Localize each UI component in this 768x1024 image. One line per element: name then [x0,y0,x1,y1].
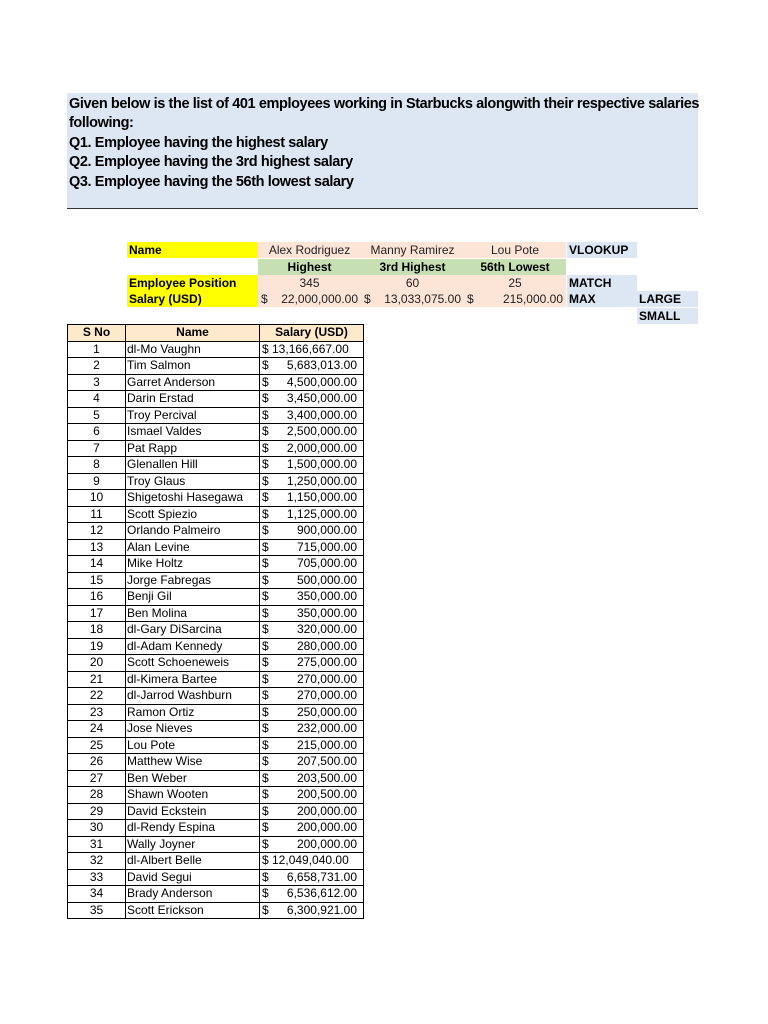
salary-amount: 200,000.00 [296,803,357,818]
row-salary [260,770,364,787]
row-name: Shigetoshi Hasegawa [126,490,260,507]
currency-symbol: $ [262,506,269,521]
summary-position-1: 345 [258,275,361,291]
row-sno: 2 [68,358,126,375]
row-salary [260,572,364,589]
currency-symbol: $ [262,605,269,620]
currency-symbol: $ [262,704,269,719]
salary-amount: 215,000.00 [502,292,563,306]
salary-amount: 203,500.00 [296,770,357,785]
row-name: Scott Erickson [126,902,260,919]
currency-symbol: $ [262,622,269,636]
row-salary: $ 13,166,667.00 [260,341,364,358]
currency-symbol: $ [467,292,474,306]
salary-amount: 320,000.00 [296,622,357,636]
salary-label: Salary (USD) [127,291,258,307]
summary-salary-2 [361,291,464,307]
row-salary [260,836,364,853]
table-row [68,820,364,837]
row-salary: $ 12,049,040.00 [260,853,364,870]
salary-amount: 3,400,000.00 [286,407,357,422]
table-row [68,754,364,771]
summary-rank-3: 56th Lowest [464,259,566,275]
row-salary [260,704,364,721]
row-name: dl-Mo Vaughn [126,341,260,358]
currency-symbol: $ [262,589,269,603]
table-row [68,539,364,556]
salary-amount: 1,125,000.00 [286,506,357,521]
salary-amount: 215,000.00 [296,737,357,752]
currency-symbol: $ [262,473,269,488]
summary-name-2: Manny Ramirez [361,242,464,258]
row-sno: 26 [68,754,126,771]
row-name: dl-Gary DiSarcina [126,622,260,639]
row-name: Ben Weber [126,770,260,787]
salary-amount: 250,000.00 [296,704,357,719]
function-match: MATCH [567,275,637,291]
table-row [68,374,364,391]
row-salary [260,556,364,573]
salary-amount: 3,450,000.00 [286,391,357,405]
salary-amount: 200,000.00 [296,836,357,851]
row-salary [260,589,364,606]
row-name: Shawn Wooten [126,787,260,804]
currency-symbol: $ [262,737,269,752]
table-row [68,589,364,606]
row-name: David Eckstein [126,803,260,820]
currency-symbol: $ [262,539,269,554]
currency-symbol: $ [262,655,269,669]
summary-rank-2: 3rd Highest [361,259,464,275]
salary-amount: 350,000.00 [296,589,357,603]
row-sno: 9 [68,473,126,490]
row-sno: 25 [68,737,126,754]
intro-box [67,93,698,209]
currency-symbol: $ [262,787,269,801]
currency-symbol: $ [262,886,269,900]
header-sno: S No [68,325,126,342]
row-name: Brady Anderson [126,886,260,903]
row-sno: 12 [68,523,126,540]
row-salary [260,754,364,771]
row-sno: 18 [68,622,126,639]
row-sno: 24 [68,721,126,738]
table-row [68,391,364,408]
row-sno: 11 [68,506,126,523]
currency-symbol: $ [262,836,269,851]
row-sno: 35 [68,902,126,919]
row-sno: 6 [68,424,126,441]
summary-rank-1: Highest [258,259,361,275]
table-row [68,440,364,457]
salary-amount: 350,000.00 [296,605,357,620]
row-salary [260,440,364,457]
salary-amount: 1,250,000.00 [286,473,357,488]
intro-line-1: Given below is the list of 401 employees working in Starbucks alongwith their respective salaries [69,96,700,112]
header-name: Name [126,325,260,342]
row-name: dl-Jarrod Washburn [126,688,260,705]
table-row [68,490,364,507]
row-name: Ismael Valdes [126,424,260,441]
row-name: dl-Rendy Espina [126,820,260,837]
row-sno: 15 [68,572,126,589]
row-name: Mike Holtz [126,556,260,573]
row-salary [260,358,364,375]
row-name: Scott Schoeneweis [126,655,260,672]
row-sno: 28 [68,787,126,804]
table-row [68,358,364,375]
salary-amount: 6,300,921.00 [286,902,357,917]
row-salary [260,671,364,688]
row-salary [260,803,364,820]
salary-amount: 500,000.00 [296,572,357,587]
table-row [68,655,364,672]
currency-symbol: $ [262,869,269,884]
row-salary [260,490,364,507]
salary-amount: 5,683,013.00 [286,358,357,372]
currency-symbol: $ [262,391,269,405]
table-row [68,886,364,903]
row-name: Jose Nieves [126,721,260,738]
row-salary [260,473,364,490]
summary-position-3: 25 [464,275,566,291]
row-salary [260,605,364,622]
row-name: Ramon Ortiz [126,704,260,721]
currency-symbol: $ [262,754,269,768]
row-sno: 22 [68,688,126,705]
salary-amount: 900,000.00 [296,523,357,537]
table-row [68,836,364,853]
row-salary [260,902,364,919]
row-salary [260,391,364,408]
row-sno: 29 [68,803,126,820]
table-row [68,605,364,622]
row-sno: 3 [68,374,126,391]
table-row [68,457,364,474]
table-header-row [68,325,364,342]
row-sno: 4 [68,391,126,408]
salary-amount: 715,000.00 [296,539,357,554]
row-salary [260,820,364,837]
row-name: dl-Albert Belle [126,853,260,870]
summary-name-3: Lou Pote [464,242,566,258]
row-sno: 23 [68,704,126,721]
currency-symbol: $ [262,440,269,455]
row-name: Pat Rapp [126,440,260,457]
currency-symbol: $ [262,688,269,702]
row-sno: 1 [68,341,126,358]
row-name: Troy Glaus [126,473,260,490]
currency-symbol: $ [262,820,269,834]
summary-salary-1 [258,291,361,307]
table-row [68,853,364,870]
row-salary [260,688,364,705]
row-salary [260,655,364,672]
row-name: dl-Kimera Bartee [126,671,260,688]
row-sno: 17 [68,605,126,622]
employee-table [67,324,364,919]
table-row [68,902,364,919]
table-row [68,869,364,886]
salary-amount: 1,150,000.00 [286,490,357,504]
row-sno: 7 [68,440,126,457]
intro-line-2: following: [69,115,134,132]
row-sno: 27 [68,770,126,787]
currency-symbol: $ [262,803,269,818]
row-name: Lou Pote [126,737,260,754]
table-row [68,556,364,573]
currency-symbol: $ [262,374,269,389]
table-row [68,688,364,705]
row-sno: 10 [68,490,126,507]
row-name: Glenallen Hill [126,457,260,474]
row-salary [260,638,364,655]
salary-amount: 6,536,612.00 [286,886,357,900]
table-row [68,721,364,738]
table-row [68,407,364,424]
summary-position-2: 60 [361,275,464,291]
salary-amount: 200,000.00 [296,820,357,834]
row-sno: 16 [68,589,126,606]
row-salary [260,424,364,441]
row-name: Jorge Fabregas [126,572,260,589]
table-row [68,770,364,787]
salary-amount: 280,000.00 [296,638,357,653]
row-name: Matthew Wise [126,754,260,771]
function-max: MAX [567,291,637,307]
row-salary [260,737,364,754]
row-name: Garret Anderson [126,374,260,391]
function-large: LARGE [637,291,698,307]
salary-amount: 1,500,000.00 [286,457,357,471]
salary-amount: 270,000.00 [296,688,357,702]
currency-symbol: $ [262,721,269,735]
row-salary [260,523,364,540]
row-sno: 13 [68,539,126,556]
row-salary [260,787,364,804]
row-name: Tim Salmon [126,358,260,375]
row-salary [260,407,364,424]
salary-amount: 6,658,731.00 [286,869,357,884]
table-row [68,341,364,358]
row-sno: 8 [68,457,126,474]
table-row [68,506,364,523]
row-salary [260,506,364,523]
summary-name-1: Alex Rodriguez [258,242,361,258]
row-sno: 30 [68,820,126,837]
currency-symbol: $ [364,292,371,306]
salary-amount: 705,000.00 [296,556,357,570]
salary-amount: 200,500.00 [296,787,357,801]
currency-symbol: $ [262,770,269,785]
currency-symbol: $ [262,556,269,570]
table-row [68,622,364,639]
row-sno: 14 [68,556,126,573]
table-row [68,737,364,754]
function-vlookup: VLOOKUP [567,242,637,258]
table-row [68,787,364,804]
header-salary: Salary (USD) [260,325,364,342]
summary-salary-3 [464,291,566,307]
position-label: Employee Position [127,275,258,291]
currency-symbol: $ [262,523,269,537]
row-name: Darin Erstad [126,391,260,408]
row-sno: 32 [68,853,126,870]
salary-amount: 2,500,000.00 [286,424,357,438]
row-sno: 20 [68,655,126,672]
row-salary [260,457,364,474]
currency-symbol: $ [261,292,268,306]
salary-amount: 13,033,075.00 [384,292,461,306]
currency-symbol: $ [262,424,269,438]
row-name: Troy Percival [126,407,260,424]
currency-symbol: $ [262,572,269,587]
salary-amount: 4,500,000.00 [286,374,357,389]
row-name: Alan Levine [126,539,260,556]
row-salary [260,539,364,556]
function-small: SMALL [637,308,698,324]
row-name: David Segui [126,869,260,886]
table-row [68,803,364,820]
currency-symbol: $ [262,457,269,471]
row-name: Benji Gil [126,589,260,606]
salary-amount: 270,000.00 [296,671,357,686]
currency-symbol: $ [262,358,269,372]
row-salary [260,869,364,886]
row-name: Ben Molina [126,605,260,622]
row-sno: 5 [68,407,126,424]
currency-symbol: $ [262,671,269,686]
row-salary [260,374,364,391]
currency-symbol: $ [262,902,269,917]
question-2: Q2. Employee having the 3rd highest salary [69,154,353,171]
table-body [68,341,364,919]
row-name: Wally Joyner [126,836,260,853]
row-sno: 33 [68,869,126,886]
table-row [68,572,364,589]
name-label: Name [127,242,258,258]
salary-amount: 207,500.00 [296,754,357,768]
row-name: dl-Adam Kennedy [126,638,260,655]
row-salary [260,721,364,738]
salary-amount: 275,000.00 [296,655,357,669]
currency-symbol: $ [262,407,269,422]
question-3: Q3. Employee having the 56th lowest salary [69,173,354,190]
currency-symbol: $ [262,490,269,504]
table-row [68,638,364,655]
salary-amount: 22,000,000.00 [281,292,358,306]
currency-symbol: $ [262,638,269,653]
row-sno: 21 [68,671,126,688]
salary-amount: 232,000.00 [296,721,357,735]
table-row [68,473,364,490]
table-row [68,523,364,540]
table-row [68,671,364,688]
salary-amount: 2,000,000.00 [286,440,357,455]
row-salary [260,622,364,639]
row-salary [260,886,364,903]
row-sno: 19 [68,638,126,655]
row-sno: 34 [68,886,126,903]
question-1: Q1. Employee having the highest salary [69,134,328,151]
row-name: Scott Spiezio [126,506,260,523]
table-row [68,704,364,721]
row-sno: 31 [68,836,126,853]
table-row [68,424,364,441]
row-name: Orlando Palmeiro [126,523,260,540]
